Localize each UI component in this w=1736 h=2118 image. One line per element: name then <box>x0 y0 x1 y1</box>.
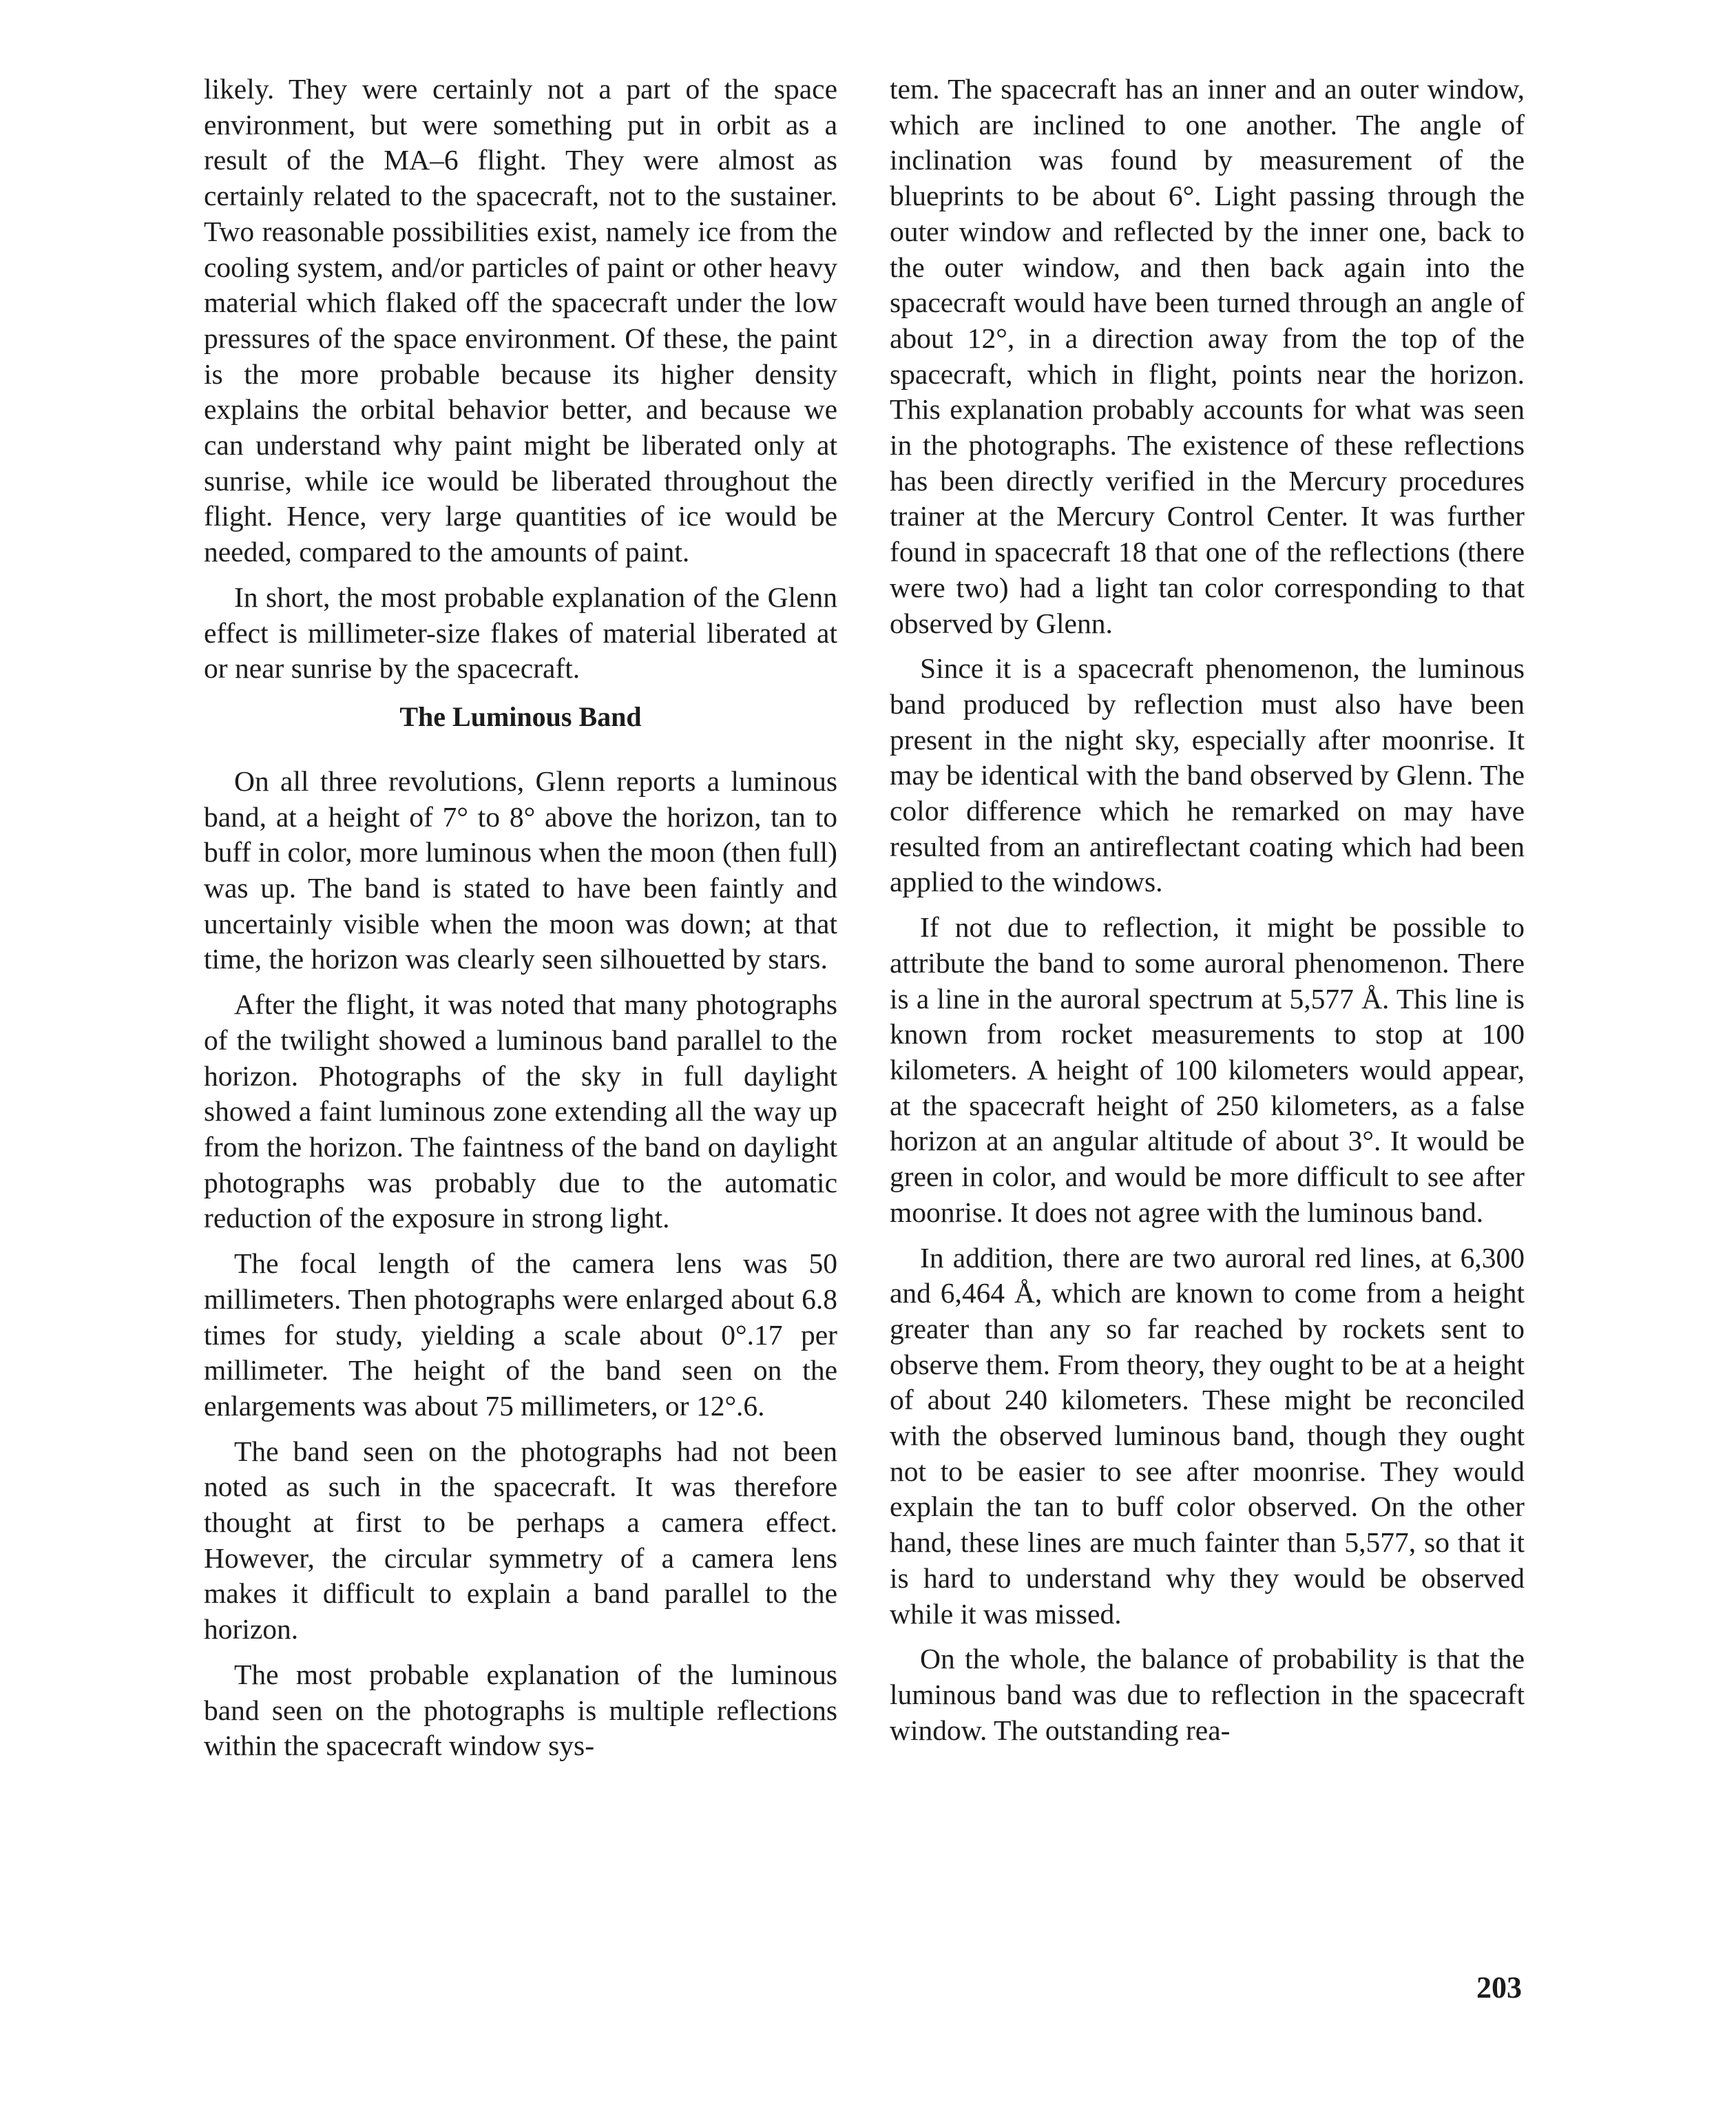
paragraph: If not due to reflection, it might be possible to attribute the band to some auroral phenomenon. There is a line in the auroral spectrum at 5,577 Å. This line is known from rocket measurements to stop at 100 kilometers. A height of 100 kilometers would appear, at the spacecraft height of 250 kilometers, as a false horizon at an angular altitude of about 3°. It would be green in color, and would be more difficult to see after moonrise. It does not agree with the luminous band. <box>890 911 1525 1228</box>
paragraph: On all three revolutions, Glenn reports a luminous band, at a height of 7° to 8° above the horizon, tan to buff in color, more luminous when the moon (then full) was up. The band is stated to have been faintly and uncertainly visible when the moon was down; at that time, the horizon was clearly seen silhouetted by stars. <box>204 765 837 975</box>
paragraph: likely. They were certainly not a part of the space environment, but were something put in orbit as a result of the MA–6 flight. They were almost as certainly related to the spacecraft, not to the sustainer. Two reasonable possibilities exist, namely ice from the cooling system, and/or particles of paint or other heavy material which flaked off the spacecraft under the low pressures of the space environment. Of these, the paint is the more probable because its higher density explains the orbital behavior better, and because we can understand why paint might be liberated only at sunrise, while ice would be liberated throughout the flight. Hence, very large quantities of ice would be needed, compared to the amounts of paint. <box>204 73 837 568</box>
paragraph: Since it is a spacecraft phenomenon, the luminous band produced by reflection must also have been present in the night sky, especially after moonrise. It may be identical with the band observed by Glenn. The color difference which he remarked on may have resulted from an antireflectant coating which had been applied to the windows. <box>890 652 1525 898</box>
right-column <box>890 72 1525 1758</box>
paragraph: In short, the most probable explanation of the Glenn effect is millimeter-size flakes of material liberated at or near sunrise by the spacecraft. <box>204 581 837 685</box>
paragraph: After the flight, it was noted that many photographs of the twilight showed a luminous band parallel to the horizon. Photographs of the sky in full daylight showed a faint luminous zone extending all the way up from the horizon. The faintness of the band on daylight photographs was probably due to the automatic reduction of the exposure in strong light. <box>204 988 837 1234</box>
paragraph: On the whole, the balance of probability is that the luminous band was due to reflection in the spacecraft window. The outstanding rea- <box>890 1643 1525 1746</box>
paragraph: The band seen on the photographs had not been noted as such in the spacecraft. It was therefore thought at first to be perhaps a camera effect. However, the circular symmetry of a camera lens makes it difficult to explain a band parallel to the horizon. <box>204 1435 837 1645</box>
paragraph: tem. The spacecraft has an inner and an outer window, which are inclined to one another. The angle of inclination was found by measurement of the blueprints to be about 6°. Light passing through the outer window and reflected by the inner one, back to the outer window, and then back again into the spacecraft would have been turned through an angle of about 12°, in a direction away from the top of the spacecraft, which in flight, points near the horizon. This explanation probably accounts for what was seen in the photographs. The existence of these reflections has been directly verified in the Mercury procedures trainer at the Mercury Control Center. It was further found in spacecraft 18 that one of the reflections (there were two) had a light tan color corresponding to that observed by Glenn. <box>890 73 1525 639</box>
page-number: 203 <box>1476 1971 1522 2004</box>
section-heading: The Luminous Band <box>399 700 642 732</box>
left-column <box>204 72 837 1774</box>
paragraph: The focal length of the camera lens was 50 millimeters. Then photographs were enlarged about 6.8 times for study, yielding a scale about 0°.17 per millimeter. The height of the band seen on the enlargements was about 75 millimeters, or 12°.6. <box>204 1247 837 1422</box>
paragraph: The most probable explanation of the luminous band seen on the photographs is multiple reflections within the spacecraft window sys- <box>204 1658 837 1762</box>
paragraph: In addition, there are two auroral red lines, at 6,300 and 6,464 Å, which are known to come from a height greater than any so far reached by rockets sent to observe them. From theory, they ought to be at a height of about 240 kilometers. These might be reconciled with the observed luminous band, though they ought not to be easier to see after moonrise. They would explain the tan to buff color observed. On the other hand, these lines are much fainter than 5,577, so that it is hard to understand why they would be observed while it was missed. <box>890 1241 1525 1630</box>
